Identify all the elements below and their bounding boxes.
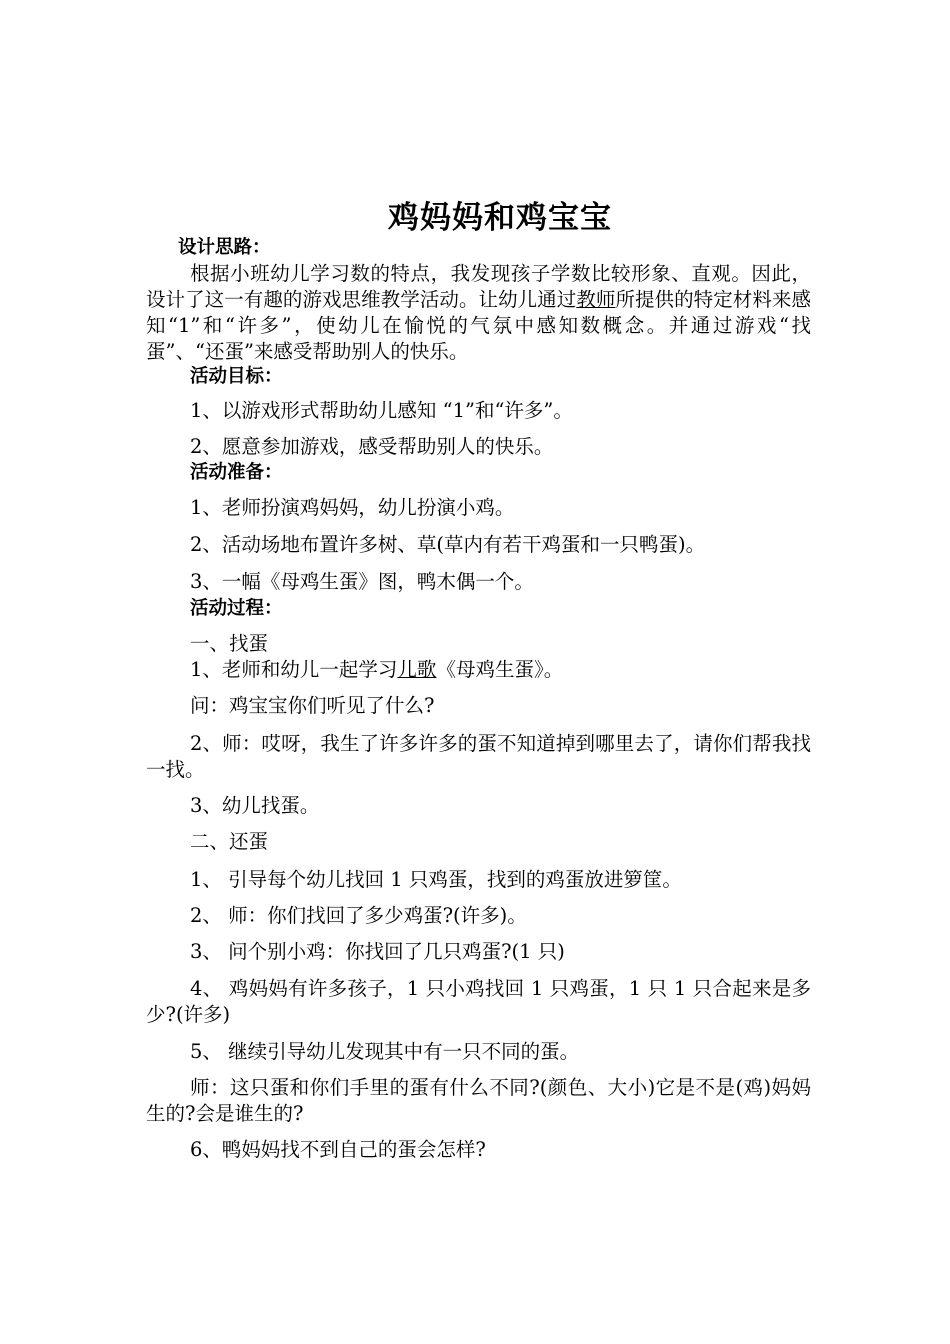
nursery-rhyme-link[interactable]: 儿歌: [397, 658, 437, 681]
heading-design: 设计思路：: [178, 237, 271, 258]
process-item-1-text: 1、老师和幼儿一起学习: [190, 658, 398, 681]
return-item-1: 1、 引导每个幼儿找回 1 只鸡蛋，找到的鸡蛋放进箩筐。: [190, 868, 682, 891]
process-item-1: [190, 657, 855, 683]
return-item-3: 3、 问个别小鸡：你找回了几只鸡蛋?(1 只): [190, 940, 565, 963]
prep-item-2: 2、活动场地布置许多树、草(草内有若干鸡蛋和一只鸭蛋)。: [190, 533, 706, 556]
prep-item-1: 1、老师扮演鸡妈妈，幼儿扮演小鸡。: [190, 496, 515, 519]
return-item-2: 2、 师：你们找回了多少鸡蛋?(许多)。: [190, 904, 527, 927]
heading-process: 活动过程：: [190, 598, 283, 619]
process-item-2: 2、师：哎呀，我生了许多许多的蛋不知道掉到哪里去了，请你们帮我找一找。: [146, 732, 811, 781]
section-return-egg: 二、还蛋: [190, 830, 269, 853]
section-find-egg: 一、找蛋: [190, 632, 269, 655]
design-text-1: 根据小班幼儿学习数的特点，我发现孩子学数比较形象、直观。因此，设计了这一有趣的游戏思维教学活动。让幼儿通过: [146, 262, 811, 311]
design-paragraph: [146, 261, 811, 365]
teacher-question: 师：这只蛋和你们手里的蛋有什么不同?(颜色、大小)它是不是(鸡)妈妈生的?会是谁生的?: [146, 1076, 811, 1125]
page-title: 鸡妈妈和鸡宝宝: [388, 200, 612, 236]
return-item-4: 4、 鸡妈妈有许多孩子，1 只小鸡找回 1 只鸡蛋，1 只 1 只合起来是多少?(许多): [146, 977, 811, 1026]
heading-goals: 活动目标：: [190, 366, 283, 387]
process-question: 问：鸡宝宝你们听见了什么?: [190, 694, 435, 717]
prep-item-3: 3、一幅《母鸡生蛋》图，鸭木偶一个。: [190, 570, 534, 593]
design-text-2: 所提供的特定材料来感知“1”和“许多”，使幼儿在愉悦的气氛中感知数概念。并通过游戏“找蛋”、“还蛋”来感受帮助别人的快乐。: [146, 288, 811, 363]
goal-item-2: 2、愿意参加游戏，感受帮助别人的快乐。: [190, 435, 554, 458]
return-item-6: 6、鸭妈妈找不到自己的蛋会怎样?: [190, 1138, 486, 1161]
return-item-5: 5、 继续引导幼儿发现其中有一只不同的蛋。: [190, 1040, 580, 1063]
goal-item-1: 1、以游戏形式帮助幼儿感知 “1”和“许多”。: [190, 399, 573, 422]
process-item-3: 3、幼儿找蛋。: [190, 794, 320, 817]
teacher-link[interactable]: 教师: [576, 288, 616, 311]
heading-prep: 活动准备：: [190, 462, 283, 483]
process-item-1-text-2: 《母鸡生蛋》。: [436, 658, 564, 681]
